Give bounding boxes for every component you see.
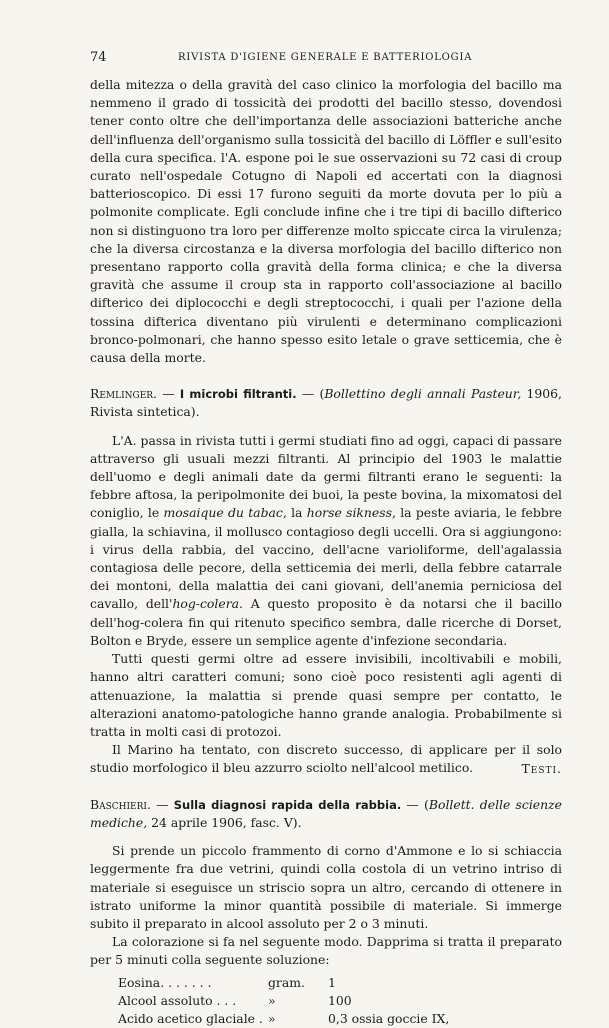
recipe-row: Acido acetico glaciale . » 0,3 ossia goccie IX,: [118, 1010, 450, 1026]
entry-author: Baschieri.: [90, 796, 151, 812]
recipe-row: Alcool assoluto . . . » 100: [118, 992, 352, 1008]
review-entry-heading-baschieri: Baschieri. — Sulla diagnosi rapida della rabbia. — (Bollett. delle scienze mediche, 24 aprile 1906, fasc. V).: [90, 796, 562, 830]
review-entry-heading-remlinger: Remlinger. — I microbi filtranti. — (Bollettino degli annali Pasteur, 1906, Rivista sintetica).: [90, 386, 562, 420]
recipe-row: Eosina. . . . . . . gram. 1: [118, 974, 336, 990]
paragraph-staining: La colorazione si fa nel seguente modo. Dapprima si tratta il preparato per 5 minuti colla seguente soluzione:: [90, 934, 562, 968]
page-number: 74: [90, 50, 107, 65]
entry-title: I microbi filtranti.: [179, 387, 297, 402]
stain-recipe: [118, 974, 562, 1028]
reviewer-signature: Testi.: [521, 760, 562, 776]
entry-title: Sulla diagnosi rapida della rabbia.: [173, 797, 402, 812]
entry-source: Bollett. delle scienze mediche,: [90, 796, 562, 830]
paragraph-characters: Tutti questi germi oltre ad essere invisibili, incoltivabili e mobili, hanno altri caratteri comuni; sono cioè poco resistenti agli agenti di attenuazione, la malattia si prende quasi sempre per contatto, le alterazioni anatomo-patologiche hanno grande analogia. Probabilmente si tratta in molti casi di protozoi.: [90, 651, 562, 739]
paragraph-microbes: L'A. passa in rivista tutti i germi studiati fino ad oggi, capaci di passare attraverso gli usuali mezzi filtranti. Al principio del 1903 le malattie dell'uomo e degli animali date da germi filtranti erano le seguenti: la febbre aftosa, la peripolmonite dei buoi, la peste bovina, la mixomatosi del coniglio, le mosaique du tabac, la horse sikness, la peste aviaria, le febbre gialla, la schiavina, il mollusco contagioso degli uccelli. Ora si aggiungono: i virus della rabbia, del vaccino, dell'acne varioliforme, dell'agalassia contagiosa delle pecore, della setticemia dei merli, della febbre catarrale dei montoni, della malattia dei cani giovani, dell'anemia perniciosa del cavallo, dell'hog-colera. A questo proposito è da notarsi che il bacillo dell'hog-colera fin qui ritenuto specifico sembra, dalle ricerche di Dorset, Bolton e Bryde, essere un semplice agente d'infezione secondaria.: [90, 432, 563, 648]
paragraph-continued: della mitezza o della gravità del caso clinico la morfologia del bacillo ma nemmeno il grado di tossicità dei prodotti del bacillo stesso, dovendosi tener conto oltre che dell'importanza delle associazioni batteriche anche dell'influenza dell'organismo sulla tossicità del bacillo di Löffler e sull'esito della cura specifica. l'A. espone poi le sue osservazioni su 72 casi di croup curato nell'ospedale Cotugno di Napoli ed accertati con la diagnosi batterioscopico. Di essi 17 furono seguiti da morte dovuta per lo più a polmonite complicate. Egli conclude infine che i tre tipi di bacillo difterico non si distinguono tra loro per differenze molto spiccate circa la virulenza; che la diversa circostanza e la diversa morfologia del bacillo difterico non presentano rapporto colla gravità della forma clinica; e che la diversa gravità che assume il croup sta in rapporto coll'associazione al bacillo difterico dei diplococchi e degli streptococchi, i quali per l'azione della tossina difterica diventano più virulenti e determinano complicazioni bronco-polmonari, che hanno spesso esito letale o grave setticemia, che è causa della morte.: [90, 77, 562, 366]
paragraph-method: Si prende un piccolo frammento di corno d'Ammone e lo si schiaccia leggermente fra due vetrini, quindi colla costola di un vetrino intriso di materiale si eseguisce un striscio sopra un altro, cercando di ottenere in istrato uniforme la minor quantità possibile di materiale. Si immerge subito il preparato in alcool assoluto per 2 o 3 minuti.: [90, 843, 562, 931]
page-header: [90, 50, 560, 68]
entry-author: Remlinger.: [90, 386, 157, 402]
entry-source: Bollettino degli annali Pasteur,: [324, 386, 522, 402]
running-title: RIVISTA D'IGIENE GENERALE E BATTERIOLOGIA: [178, 52, 473, 63]
page-body: [90, 76, 562, 1028]
paragraph-marino: Il Marino ha tentato, con discreto successo, di applicare per il solo studio morfologico il bleu azzurro sciolto nell'alcool metilico.: [90, 742, 562, 776]
